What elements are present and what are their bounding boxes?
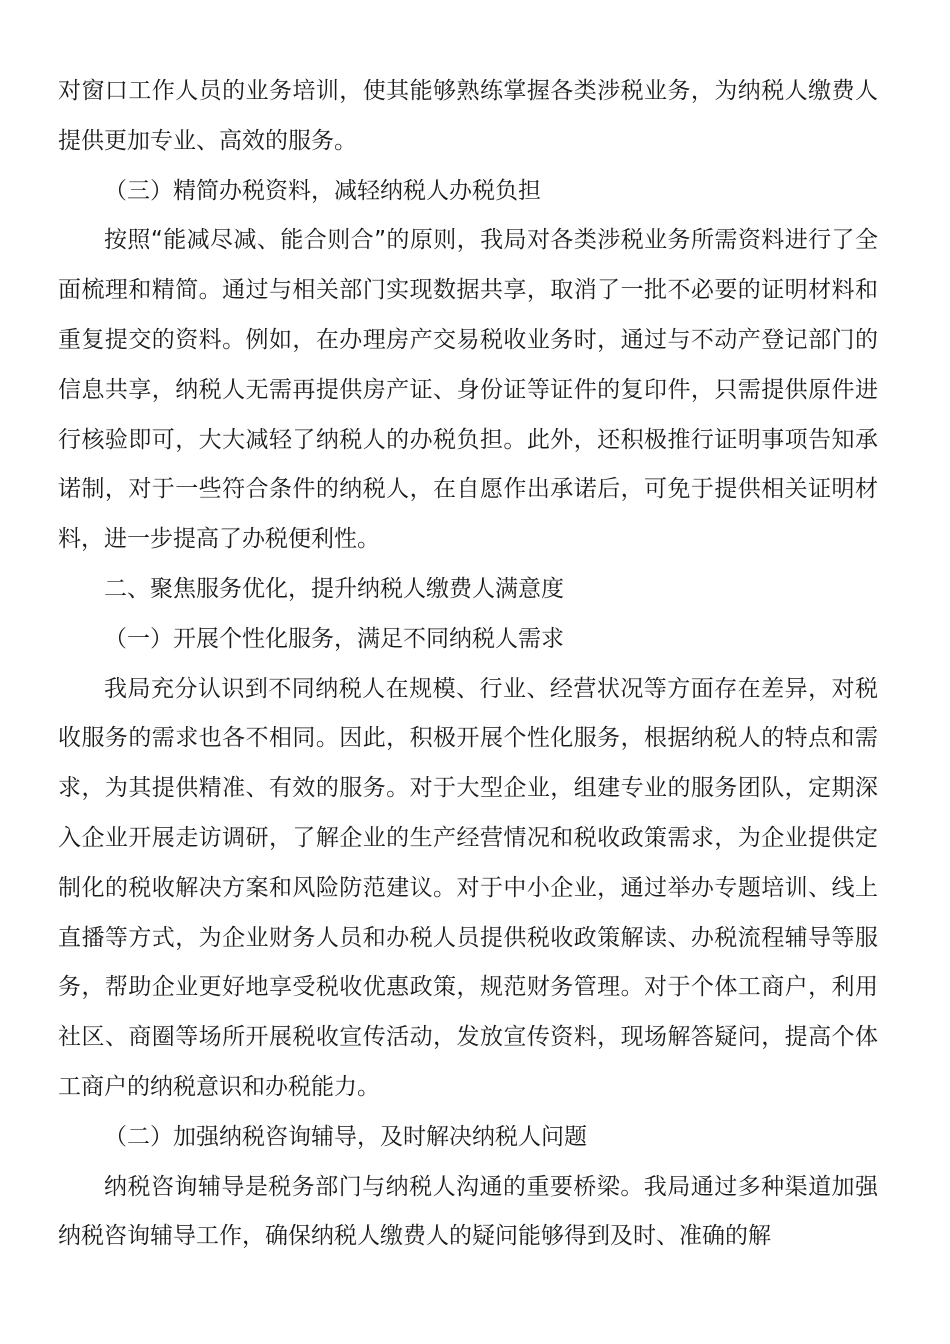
section-heading-3: （三）精简办税资料，减轻纳税人办税负担 [104, 177, 541, 204]
chapter-heading-2: 二、聚焦服务优化，提升纳税人缴费人满意度 [104, 575, 564, 602]
document-page [58, 67, 878, 1262]
paragraph-continued: 对窗口工作人员的业务培训，使其能够熟练掌握各类涉税业务，为纳税人缴费人提供更加专业、高效的服务。 [58, 78, 878, 154]
paragraph-body: 我局充分认识到不同纳税人在规模、行业、经营状况等方面存在差异，对税收服务的需求也各不相同。因此，积极开展个性化服务，根据纳税人的特点和需求，为其提供精准、有效的服务。对于大型企业，组建专业的服务团队，定期深入企业开展走访调研，了解企业的生产经营情况和税收政策需求，为企业提供定制化的税收解决方案和风险防范建议。对于中小企业，通过举办专题培训、线上直播等方式，为企业财务人员和办税人员提供税收政策解读、办税流程辅导等服务，帮助企业更好地享受税收优惠政策，规范财务管理。对于个体工商户，利用社区、商圈等场所开展税收宣传活动，发放宣传资料，现场解答疑问，提高个体工商户的纳税意识和办税能力。 [58, 675, 878, 1100]
paragraph-body: 按照“能减尽减、能合则合”的原则，我局对各类涉税业务所需资料进行了全面梳理和精简。通过与相关部门实现数据共享，取消了一批不必要的证明材料和重复提交的资料。例如，在办理房产交易税收业务时，通过与不动产登记部门的信息共享，纳税人无需再提供房产证、身份证等证件的复印件，只需提供原件进行核验即可，大大减轻了纳税人的办税负担。此外，还积极推行证明事项告知承诺制，对于一些符合条件的纳税人，在自愿作出承诺后，可免于提供相关证明材料，进一步提高了办税便利性。 [58, 227, 878, 553]
paragraph-body: 纳税咨询辅导是税务部门与纳税人沟通的重要桥梁。我局通过多种渠道加强纳税咨询辅导工作，确保纳税人缴费人的疑问能够得到及时、准确的解 [58, 1173, 878, 1250]
section-heading-2: （二）加强纳税咨询辅导，及时解决纳税人问题 [104, 1123, 587, 1150]
section-heading-1: （一）开展个性化服务，满足不同纳税人需求 [104, 625, 564, 652]
